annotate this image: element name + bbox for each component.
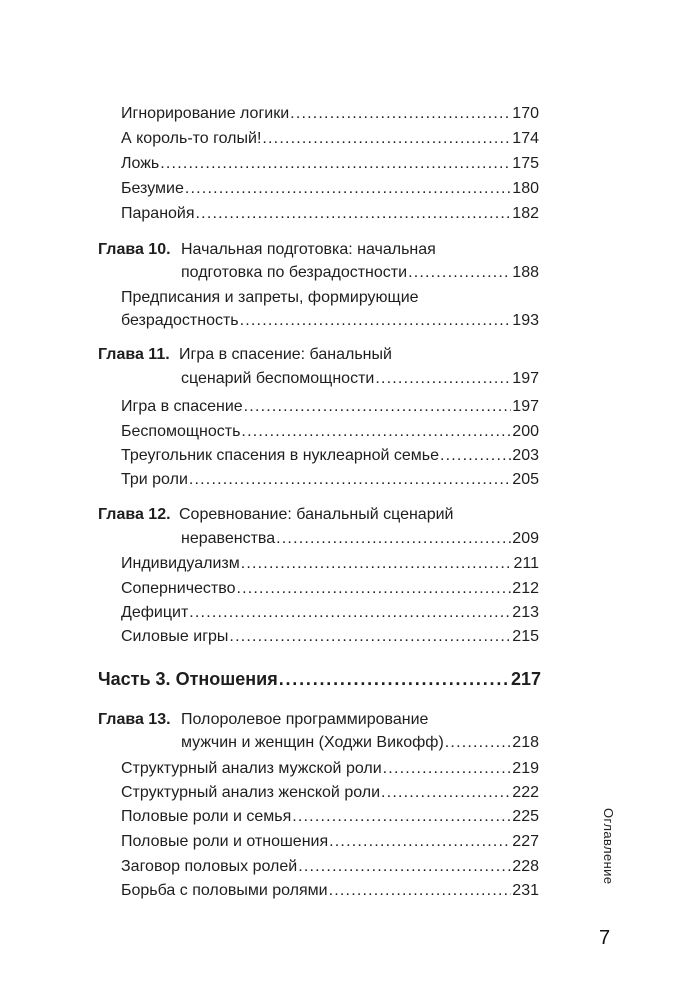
entry-page: 175 xyxy=(512,155,539,172)
entry-title: Структурный анализ мужской роли xyxy=(121,760,382,777)
page-number: 7 xyxy=(599,927,611,949)
entry-title: Безумие xyxy=(121,180,184,197)
toc-entry xyxy=(121,128,539,150)
chapter-13-label: Глава 13. xyxy=(98,711,171,728)
chapter-13-title: Полоролевое программирование xyxy=(181,711,429,728)
chapter-11-title-line xyxy=(181,368,539,390)
toc-entry xyxy=(121,310,539,332)
entry-page: 219 xyxy=(512,760,539,777)
part-heading xyxy=(98,668,541,690)
toc-entry xyxy=(121,626,539,648)
chapter-10-title-line xyxy=(181,262,539,284)
toc-entry xyxy=(121,782,539,804)
entry-title: Игнорирование логики xyxy=(121,105,290,122)
toc-entry xyxy=(121,421,539,443)
toc-entry xyxy=(121,469,539,491)
entry-page: 197 xyxy=(512,398,539,415)
entry-page: 228 xyxy=(512,858,539,875)
chapter-11-label: Глава 11. xyxy=(98,346,170,363)
toc-entry xyxy=(121,553,539,575)
entry-title: Три роли xyxy=(121,471,188,488)
entry-page: 225 xyxy=(512,808,539,825)
entry-title: Дефицит xyxy=(121,604,189,621)
entry-title: Паранойя xyxy=(121,205,195,222)
toc-entry-title: Предписания и запреты, формирующие xyxy=(121,289,419,306)
entry-title: Половые роли и семья xyxy=(121,808,292,825)
chapter-page: 218 xyxy=(512,734,539,751)
entry-page: 231 xyxy=(512,882,539,899)
toc-entry xyxy=(121,578,539,600)
entry-page: 182 xyxy=(512,205,539,222)
entry-title: Заговор половых ролей xyxy=(121,858,298,875)
entry-title: А король-то голый! xyxy=(121,130,262,147)
entry-page: 215 xyxy=(512,628,539,645)
toc-entry xyxy=(121,831,539,853)
entry-title: Структурный анализ женской роли xyxy=(121,784,381,801)
chapter-12-label: Глава 12. xyxy=(98,506,171,523)
entry-page: 203 xyxy=(512,447,539,464)
entry-page: 211 xyxy=(513,555,539,572)
entry-title: Игра в спасение xyxy=(121,398,243,415)
section-side-label: Оглавление xyxy=(601,808,616,885)
toc-entry xyxy=(121,396,539,418)
chapter-12-title: Соревнование: банальный сценарий xyxy=(179,506,454,523)
toc-entry xyxy=(121,758,539,780)
chapter-12-title-line xyxy=(181,528,539,550)
toc-entry xyxy=(121,103,539,125)
chapter-11-title: Игра в спасение: банальный xyxy=(179,346,392,363)
entry-page: 200 xyxy=(512,423,539,440)
entry-page: 212 xyxy=(512,580,539,597)
chapter-title: мужчин и женщин (Ходжи Викофф) xyxy=(181,734,444,751)
toc-entry xyxy=(121,806,539,828)
part-title: Часть 3. Отношения xyxy=(98,669,278,689)
chapter-page: 209 xyxy=(512,530,539,547)
toc-entry xyxy=(121,153,539,175)
chapter-title: подготовка по безрадостности xyxy=(181,264,408,281)
entry-page: 174 xyxy=(512,130,539,147)
entry-title: Ложь xyxy=(121,155,160,172)
toc-entry xyxy=(121,178,539,200)
toc-entry xyxy=(121,203,539,225)
entry-title: Беспомощность xyxy=(121,423,241,440)
toc-entry xyxy=(121,602,539,624)
entry-page: 193 xyxy=(512,312,539,329)
part-page: 217 xyxy=(510,669,541,689)
toc-entry xyxy=(121,880,539,902)
entry-title: Силовые игры xyxy=(121,628,229,645)
chapter-10-title: Начальная подготовка: начальная xyxy=(181,241,436,258)
chapter-page: 188 xyxy=(512,264,539,281)
toc-entry xyxy=(121,856,539,878)
entry-title: Половые роли и отношения xyxy=(121,833,329,850)
entry-title: Соперничество xyxy=(121,580,236,597)
entry-page: 227 xyxy=(512,833,539,850)
chapter-title: сценарий беспомощности xyxy=(181,370,375,387)
toc-entry xyxy=(121,445,539,467)
entry-title: Индивидуализм xyxy=(121,555,240,572)
entry-page: 170 xyxy=(512,105,539,122)
chapter-13-title-line xyxy=(181,732,539,754)
entry-title: безрадостность xyxy=(121,312,239,329)
chapter-title: неравенства xyxy=(181,530,276,547)
entry-title: Треугольник спасения в нуклеарной семье xyxy=(121,447,439,464)
entry-page: 205 xyxy=(512,471,539,488)
chapter-page: 197 xyxy=(512,370,539,387)
entry-page: 180 xyxy=(512,180,539,197)
entry-page: 222 xyxy=(512,784,539,801)
entry-title: Борьба с половыми ролями xyxy=(121,882,328,899)
entry-page: 213 xyxy=(512,604,539,621)
chapter-10-label: Глава 10. xyxy=(98,241,171,258)
